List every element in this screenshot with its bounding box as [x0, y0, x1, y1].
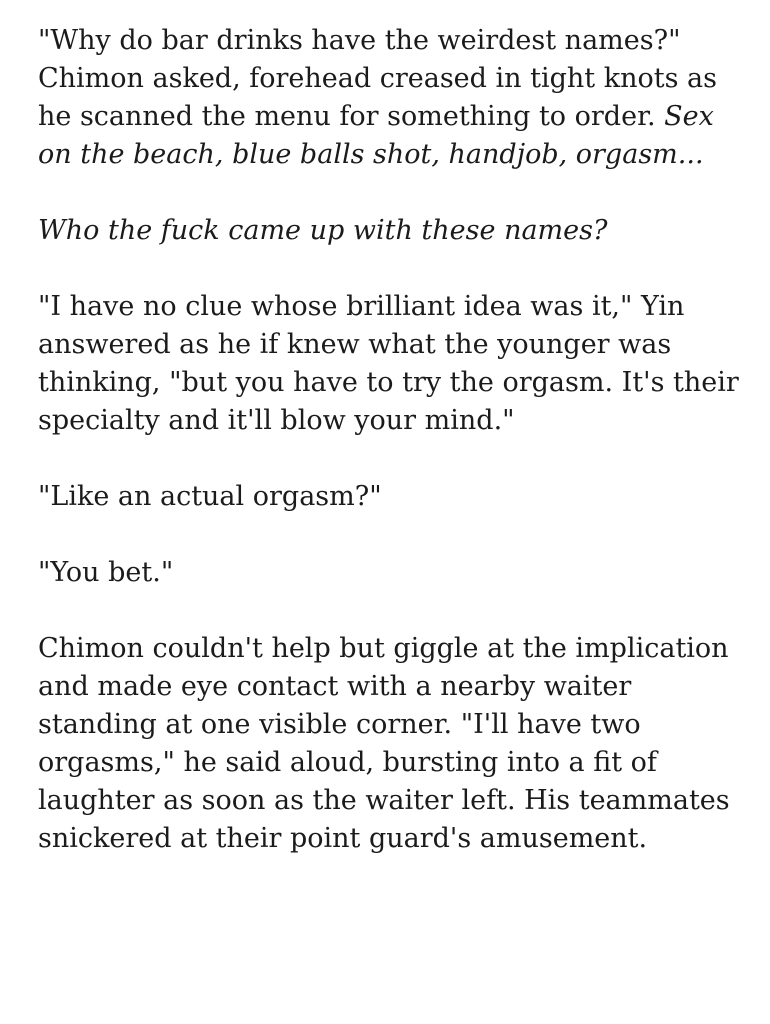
text-line: thinking, "but you have to try the orgasm. It's their [38, 367, 739, 398]
paragraph-2 [38, 212, 750, 250]
text-line: "Like an actual orgasm?" [38, 481, 382, 512]
text-line: "You bet." [38, 557, 174, 588]
italic-text-segment: Sex [664, 101, 714, 132]
paragraph-3 [38, 288, 750, 440]
italic-text-line: Who the fuck came up with these names? [38, 215, 608, 246]
text-line [38, 98, 750, 136]
text-line: "I have no clue whose brilliant idea was it," Yin [38, 291, 685, 322]
paragraph-1 [38, 22, 750, 174]
italic-text-line: on the beach, blue balls shot, handjob, orgasm... [38, 139, 704, 170]
text-line: orgasms," he said aloud, bursting into a fit of [38, 747, 657, 778]
text-line: laughter as soon as the waiter left. His teammates [38, 785, 730, 816]
text-line: standing at one visible corner. "I'll have two [38, 709, 641, 740]
text-line: "Why do bar drinks have the weirdest names?" [38, 25, 681, 56]
paragraph-4 [38, 478, 750, 516]
text-line: Chimon couldn't help but giggle at the implication [38, 633, 729, 664]
paragraph-5 [38, 554, 750, 592]
text-segment: he scanned the menu for something to order. [38, 101, 665, 132]
paragraph-6 [38, 630, 750, 858]
text-line: answered as he if knew what the younger was [38, 329, 672, 360]
text-line: Chimon asked, forehead creased in tight knots as [38, 63, 717, 94]
text-line: specialty and it'll blow your mind." [38, 405, 515, 436]
text-line: snickered at their point guard's amusement. [38, 823, 648, 854]
text-line: and made eye contact with a nearby waiter [38, 671, 632, 702]
